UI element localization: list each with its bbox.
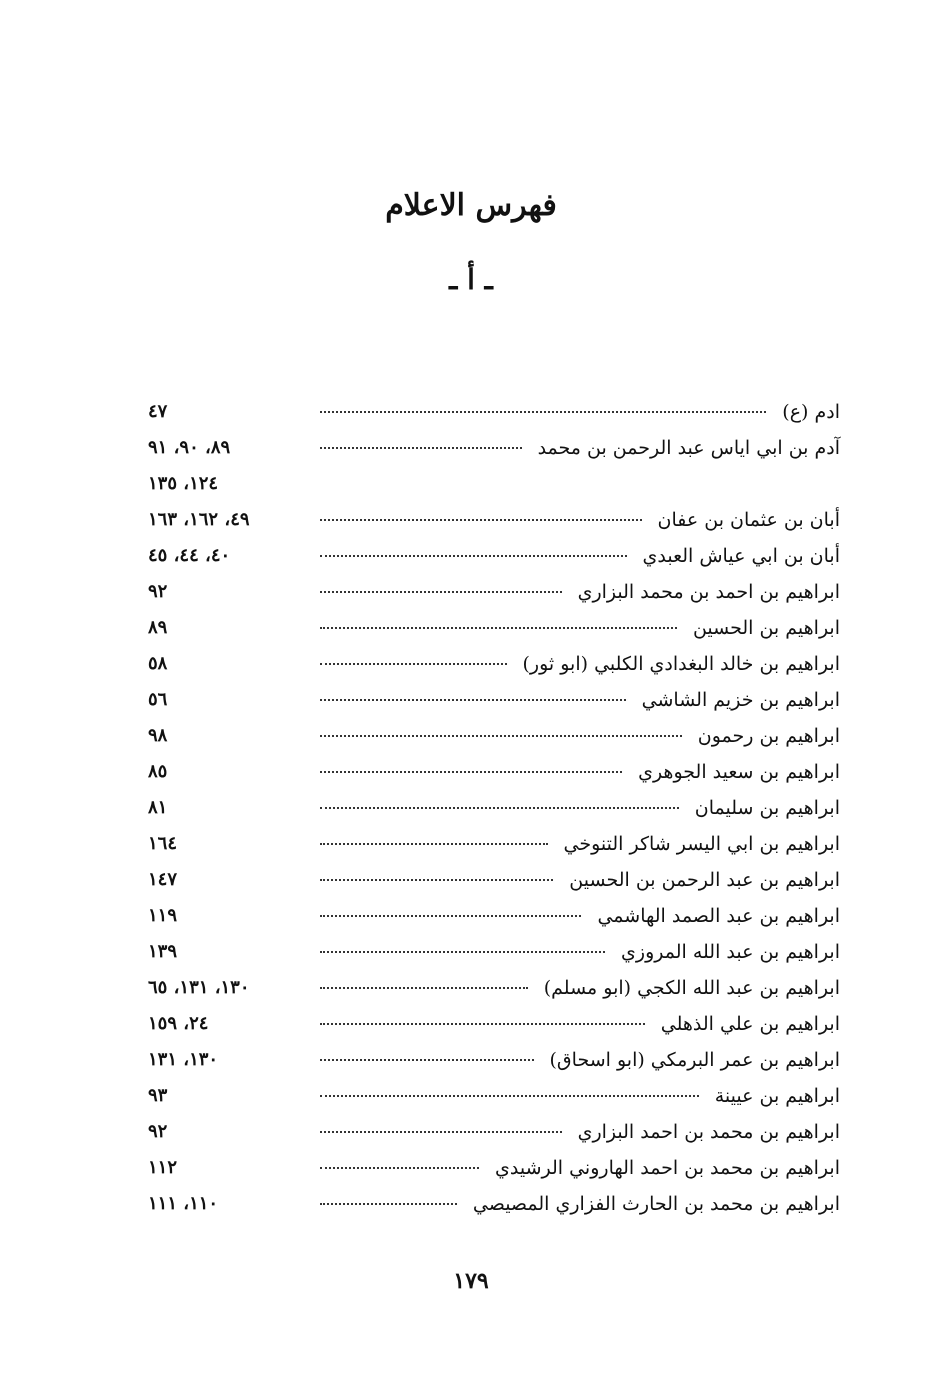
entry-pages: ٨٩ — [148, 617, 168, 638]
dot-leader — [320, 987, 528, 989]
entry-name: ابراهيم بن عيينة — [714, 1085, 840, 1107]
entry-pages: ١٣٠، ١٣١، ٦٥ — [148, 977, 250, 998]
entry-name: ابراهيم بن ابي اليسر شاكر التنوخي — [563, 833, 840, 855]
dot-leader — [320, 1167, 479, 1169]
dot-leader — [320, 771, 622, 773]
entry-name: ابراهيم بن محمد بن احمد البزاري — [577, 1121, 840, 1143]
entry-pages: ٤٩، ١٦٢، ١٦٣ — [148, 509, 250, 530]
entry-pages: ٨٩، ٩٠، ٩١ — [148, 437, 231, 458]
dot-leader — [320, 519, 642, 521]
dot-leader — [320, 411, 766, 413]
entry-name: ابراهيم بن عبد الله الكجي (ابو مسلم) — [543, 977, 840, 999]
entry-name: ابراهيم بن سعيد الجوهري — [638, 761, 840, 783]
index-entry — [148, 1186, 840, 1222]
entry-name: ابراهيم بن محمد بن احمد الهاروني الرشيدي — [495, 1157, 840, 1179]
dot-leader — [320, 1131, 562, 1133]
index-entry — [148, 394, 840, 430]
entry-pages: ٨١ — [148, 797, 168, 818]
entry-pages: ١٤٧ — [148, 869, 178, 890]
index-entry — [148, 790, 840, 826]
index-entry — [148, 1078, 840, 1114]
entry-name: ادم (ع) — [782, 401, 840, 423]
dot-leader — [320, 447, 522, 449]
entry-name: آدم بن ابي اياس عبد الرحمن بن محمد — [537, 437, 840, 459]
index-entry — [148, 754, 840, 790]
index-entry — [148, 826, 840, 862]
entry-pages: ١١٩ — [148, 905, 178, 926]
dot-leader — [320, 843, 548, 845]
section-letter-heading: ـ أ ـ — [449, 263, 493, 296]
index-entry — [148, 430, 840, 466]
entry-pages: ٩٣ — [148, 1085, 168, 1106]
index-entry — [148, 1150, 840, 1186]
dot-leader — [320, 915, 581, 917]
entry-pages: ٨٥ — [148, 761, 168, 782]
dot-leader — [320, 951, 605, 953]
entry-name: أبان بن ابي عياش العبدي — [642, 545, 840, 567]
dot-leader — [320, 1095, 699, 1097]
dot-leader — [320, 555, 627, 557]
dot-leader — [320, 1059, 534, 1061]
page-title: فهرس الاعلام — [385, 188, 557, 223]
entry-name: ابراهيم بن عبد الله المروزي — [621, 941, 840, 963]
entry-pages: ١٢٤، ١٣٥ — [148, 473, 219, 494]
page-number: ١٧٩ — [453, 1268, 489, 1294]
entry-pages: ٥٨ — [148, 653, 168, 674]
entry-pages: ١٦٤ — [148, 833, 178, 854]
entry-name: أبان بن عثمان بن عفان — [657, 509, 840, 531]
dot-leader — [320, 1203, 457, 1205]
index-entry — [148, 538, 840, 574]
index-entry — [148, 1114, 840, 1150]
index-entry — [148, 898, 840, 934]
entry-pages: ١١٢ — [148, 1157, 178, 1178]
entry-pages: ٩٨ — [148, 725, 168, 746]
index-entry — [148, 862, 840, 898]
index-entry — [148, 646, 840, 682]
entry-name: ابراهيم بن خزيم الشاشي — [641, 689, 840, 711]
dot-leader — [320, 699, 626, 701]
entry-name: ابراهيم بن خالد البغدادي الكلبي (ابو ثور) — [522, 653, 840, 675]
entry-pages: ٤٧ — [148, 401, 168, 422]
entry-name: ابراهيم بن سليمان — [694, 797, 840, 819]
entry-pages: ٤٠، ٤٤، ٤٥ — [148, 545, 231, 566]
entry-name: ابراهيم بن عبد الصمد الهاشمي — [597, 905, 840, 927]
entry-pages: ١٣٠، ١٣١ — [148, 1049, 219, 1070]
entry-name: ابراهيم بن عمر البرمكي (ابو اسحاق) — [549, 1049, 840, 1071]
dot-leader — [320, 591, 562, 593]
entry-pages: ١٣٩ — [148, 941, 178, 962]
index-entry — [148, 574, 840, 610]
entry-pages: ٩٢ — [148, 1121, 168, 1142]
entry-name: ابراهيم بن رحمون — [697, 725, 840, 747]
index-entry-list — [148, 394, 840, 1222]
index-entry — [148, 502, 840, 538]
entry-pages: ٥٦ — [148, 689, 168, 710]
dot-leader — [320, 879, 553, 881]
dot-leader — [320, 663, 507, 665]
dot-leader — [320, 807, 679, 809]
entry-name: ابراهيم بن الحسين — [692, 617, 840, 639]
entry-name: ابراهيم بن عبد الرحمن بن الحسين — [569, 869, 840, 891]
index-entry — [148, 682, 840, 718]
dot-leader — [320, 1023, 645, 1025]
dot-leader — [320, 627, 677, 629]
index-entry — [148, 610, 840, 646]
entry-pages: ٩٢ — [148, 581, 168, 602]
entry-name: ابراهيم بن محمد بن الحارث الفزاري المصيصي — [472, 1193, 840, 1215]
index-entry — [148, 934, 840, 970]
dot-leader — [320, 735, 682, 737]
entry-pages: ٢٤، ١٥٩ — [148, 1013, 209, 1034]
index-entry-continuation — [148, 466, 840, 502]
index-entry — [148, 970, 840, 1006]
entry-pages: ١١٠، ١١١ — [148, 1193, 219, 1214]
index-entry — [148, 1006, 840, 1042]
index-entry — [148, 1042, 840, 1078]
entry-name: ابراهيم بن علي الذهلي — [660, 1013, 840, 1035]
index-entry — [148, 718, 840, 754]
entry-name: ابراهيم بن احمد بن محمد البزاري — [577, 581, 840, 603]
